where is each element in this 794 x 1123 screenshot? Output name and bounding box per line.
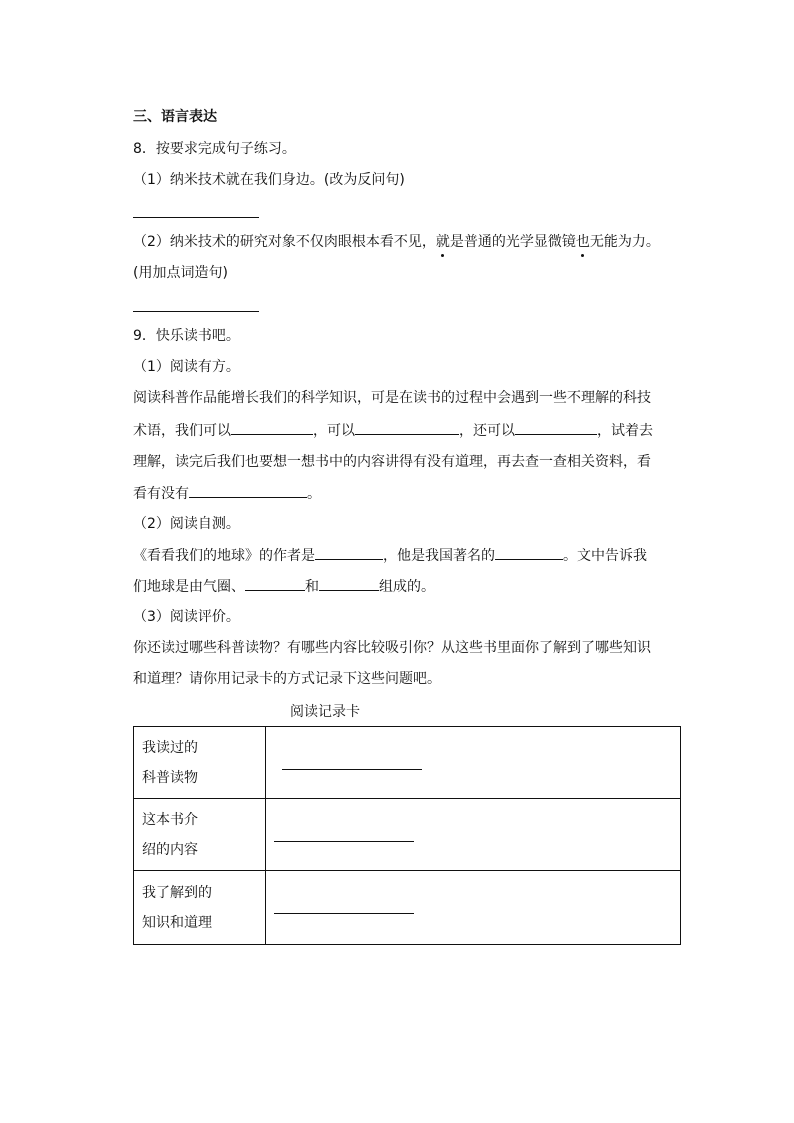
answer-line-books-read[interactable] bbox=[282, 769, 422, 770]
question-8-part-2-text-after: 无能为力。 bbox=[589, 234, 660, 250]
record-card-title: 阅读记录卡 bbox=[290, 704, 360, 720]
question-9-sub-1-line-3: 理解，读完后我们也要想一想书中的内容讲得有没有道理，再去查一查相关资料，看 bbox=[133, 454, 651, 470]
blank-method-3[interactable] bbox=[515, 420, 597, 435]
record-answer-books-read[interactable] bbox=[266, 727, 681, 799]
record-row-knowledge-learned bbox=[134, 871, 681, 945]
blank-author[interactable] bbox=[315, 545, 383, 560]
question-8-part-1: （1）纳米技术就在我们身边。(改为反问句) bbox=[133, 172, 405, 188]
reading-record-card bbox=[133, 726, 681, 945]
blank-profession[interactable] bbox=[495, 545, 563, 560]
answer-line-8-2[interactable] bbox=[133, 311, 259, 312]
record-answer-knowledge-learned[interactable] bbox=[266, 871, 681, 945]
question-8-part-2-text-middle: 是普通的光学显微镜 bbox=[449, 234, 576, 250]
question-9-sub-1-line-4: 看有没有 。 bbox=[133, 483, 321, 504]
blank-sphere-2[interactable] bbox=[319, 576, 379, 591]
question-9-sub-1-line-2: 术语，我们可以 ，可以 ，还可以 ，试着去 bbox=[133, 420, 653, 441]
blank-method-2[interactable] bbox=[355, 420, 459, 435]
blank-check[interactable] bbox=[189, 483, 307, 498]
emphasis-word-ye: 也 bbox=[576, 232, 590, 252]
answer-line-book-content[interactable] bbox=[274, 841, 414, 842]
section-title: 三、语言表达 bbox=[133, 109, 217, 125]
question-9-sub-3-line-1: 你还读过哪些科普读物？有哪些内容比较吸引你？从这些书里面你了解到了哪些知识 bbox=[133, 640, 651, 656]
question-8-part-2-instruction: (用加点词造句) bbox=[133, 265, 228, 281]
question-9-sub-2-line-1: 《看看我们的地球》的作者是 ，他是我国著名的 。文中告诉我 bbox=[133, 545, 647, 566]
question-9-sub-3-label: （3）阅读评价。 bbox=[133, 609, 240, 625]
question-9-sub-2-line-2: 们地球是由气圈、 和 组成的。 bbox=[133, 576, 435, 597]
emphasis-word-jiu: 就 bbox=[436, 232, 450, 252]
record-answer-book-content[interactable] bbox=[266, 799, 681, 871]
answer-line-8-1[interactable] bbox=[133, 217, 259, 218]
question-8-prompt: 8．按要求完成句子练习。 bbox=[133, 141, 296, 157]
record-label-book-content: 这本书介 绍的内容 bbox=[134, 799, 266, 871]
question-9-sub-3-line-2: 和道理？请你用记录卡的方式记录下这些问题吧。 bbox=[133, 671, 441, 687]
record-row-books-read bbox=[134, 727, 681, 799]
record-label-books-read: 我读过的 科普读物 bbox=[134, 727, 266, 799]
question-8-part-2-text-before: （2）纳米技术的研究对象不仅肉眼根本看不见， bbox=[133, 234, 436, 250]
question-9-sub-1-label: （1）阅读有方。 bbox=[133, 359, 240, 375]
emphasis-dot bbox=[441, 254, 444, 257]
blank-method-1[interactable] bbox=[231, 420, 313, 435]
question-9-sub-1-line-1: 阅读科普作品能增长我们的科学知识，可是在读书的过程中会遇到一些不理解的科技 bbox=[133, 390, 651, 406]
answer-line-knowledge-learned[interactable] bbox=[274, 913, 414, 914]
blank-sphere-1[interactable] bbox=[245, 576, 305, 591]
question-8-part-2 bbox=[133, 232, 660, 252]
question-9-prompt: 9．快乐读书吧。 bbox=[133, 328, 240, 344]
record-row-book-content bbox=[134, 799, 681, 871]
record-label-knowledge-learned: 我了解到的 知识和道理 bbox=[134, 871, 266, 945]
question-9-sub-2-label: （2）阅读自测。 bbox=[133, 516, 240, 532]
emphasis-dot bbox=[581, 254, 584, 257]
